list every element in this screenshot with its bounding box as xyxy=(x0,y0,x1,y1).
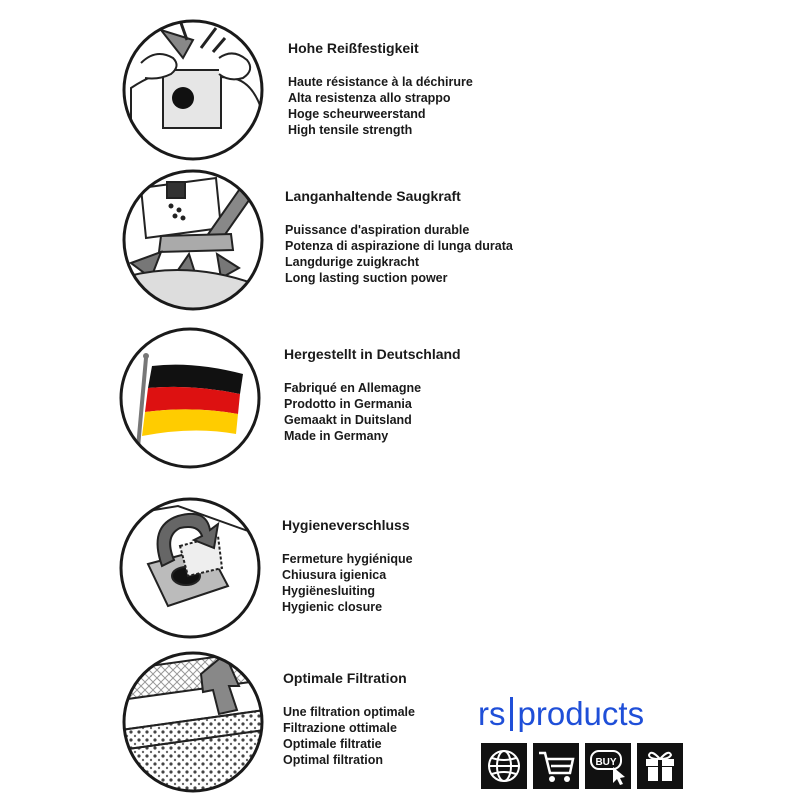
filtration-layers-icon xyxy=(121,650,265,794)
feature-suction-power xyxy=(0,168,800,328)
feature-line-it: Alta resistenza allo strappo xyxy=(288,91,451,105)
feature-line-nl: Optimale filtratie xyxy=(283,737,382,751)
globe-icon[interactable] xyxy=(481,743,527,789)
feature-made-in-germany xyxy=(0,326,800,486)
feature-line-en: Made in Germany xyxy=(284,429,389,443)
feature-line-nl: Hoge scheurweerstand xyxy=(288,107,426,121)
feature-line-fr: Haute résistance à la déchirure xyxy=(288,75,473,89)
vacuum-suction-icon xyxy=(121,168,265,312)
buy-label: BUY xyxy=(595,757,617,768)
feature-heading: Hohe Reißfestigkeit xyxy=(288,40,419,56)
brand-logo-left: rs xyxy=(478,695,506,732)
feature-line-fr: Fermeture hygiénique xyxy=(282,552,413,566)
feature-tear-resistance xyxy=(0,18,800,178)
feature-line-it: Prodotto in Germania xyxy=(284,397,412,411)
feature-text xyxy=(288,40,473,138)
brand-logo-right: products xyxy=(517,695,645,732)
feature-line-fr: Puissance d'aspiration durable xyxy=(285,223,470,237)
buy-button-icon[interactable] xyxy=(585,743,631,789)
feature-text xyxy=(285,188,513,286)
feature-line-en: Long lasting suction power xyxy=(285,271,448,285)
feature-heading: Optimale Filtration xyxy=(283,670,407,686)
hygienic-closure-icon xyxy=(118,496,262,640)
tear-resistance-icon xyxy=(121,18,265,162)
feature-line-en: Optimal filtration xyxy=(283,753,383,767)
feature-heading: Hygieneverschluss xyxy=(282,517,410,533)
feature-line-it: Chiusura igienica xyxy=(282,568,387,582)
feature-text xyxy=(284,346,461,444)
feature-line-fr: Fabriqué en Allemagne xyxy=(284,381,422,395)
gift-icon[interactable] xyxy=(637,743,683,789)
feature-line-it: Filtrazione ottimale xyxy=(283,721,397,735)
feature-heading: Hergestellt in Deutschland xyxy=(284,346,461,362)
feature-line-nl: Hygiënesluiting xyxy=(282,584,376,598)
feature-line-nl: Gemaakt in Duitsland xyxy=(284,413,412,427)
feature-line-nl: Langdurige zuigkracht xyxy=(285,255,420,269)
german-flag-icon xyxy=(118,326,262,470)
feature-text xyxy=(282,517,413,615)
feature-line-en: Hygienic closure xyxy=(282,600,383,614)
feature-text xyxy=(283,670,415,768)
feature-hygienic-closure xyxy=(0,496,800,656)
feature-line-fr: Une filtration optimale xyxy=(283,705,415,719)
brand-separator xyxy=(510,697,513,731)
feature-line-it: Potenza di aspirazione di lunga durata xyxy=(285,239,513,253)
feature-heading: Langanhaltende Saugkraft xyxy=(285,188,461,204)
feature-line-en: High tensile strength xyxy=(288,123,413,137)
brand-logo[interactable] xyxy=(478,695,688,733)
shopping-cart-icon[interactable] xyxy=(533,743,579,789)
